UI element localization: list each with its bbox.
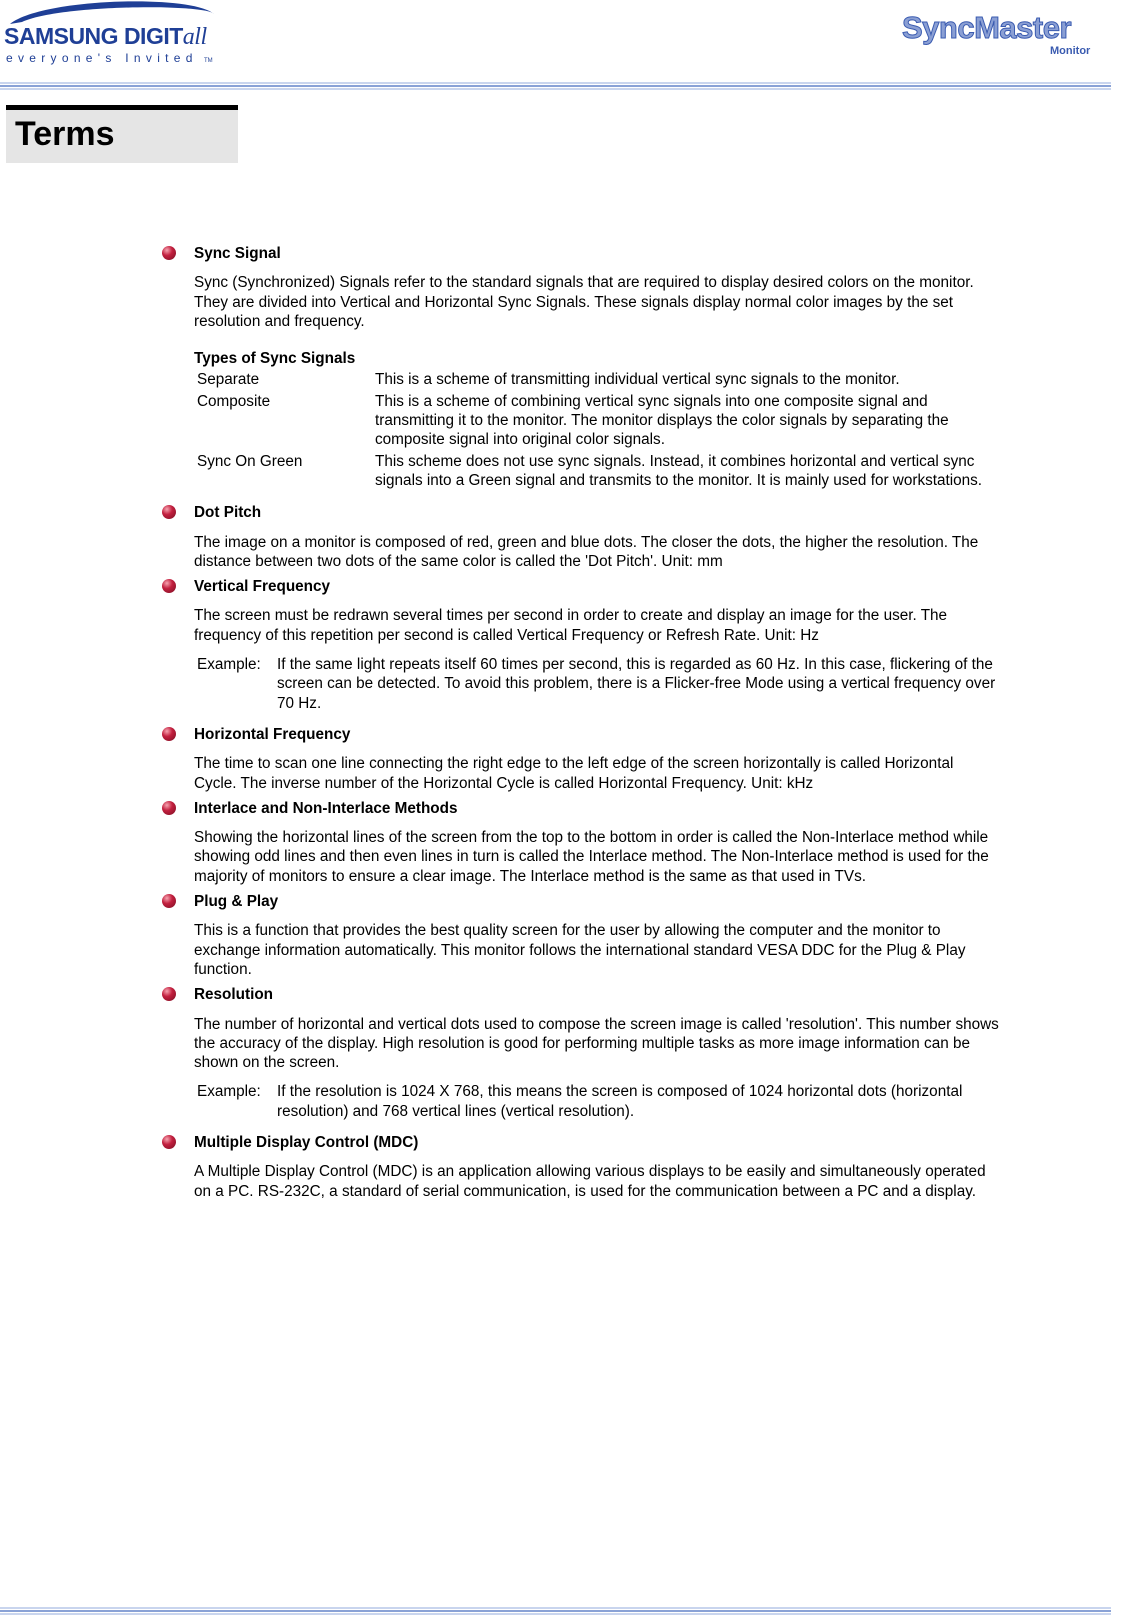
example-note [197, 655, 1000, 713]
terms-list [160, 244, 1000, 1207]
table-row [194, 369, 1000, 390]
type-name: Composite [197, 392, 271, 410]
footer-rule [0, 1607, 1111, 1617]
term-description: A Multiple Display Control (MDC) is an application allowing various displays to be easily and simultaneously operated on a PC. RS-232C, a standard of serial communication, is used for the communication between a PC and a display. [194, 1163, 986, 1200]
term-title: Vertical Frequency [194, 578, 331, 596]
example-label: Example: [197, 1083, 261, 1101]
example-note [197, 1082, 1000, 1121]
example-label: Example: [197, 656, 261, 674]
bullet-icon [162, 801, 176, 815]
bullet-icon [162, 246, 176, 260]
bullet-icon [162, 987, 176, 1001]
term-sync-signal [160, 244, 1000, 491]
term-description: Sync (Synchronized) Signals refer to the standard signals that are required to display desired colors on the monitor. They are divided into Vertical and Horizontal Sync Signals. These signals display normal color images by the set resolution and frequency. [194, 274, 974, 330]
type-description: This is a scheme of transmitting individual vertical sync signals to the monitor. [375, 371, 900, 389]
type-name: Sync On Green [197, 452, 303, 470]
bullet-icon [162, 1135, 176, 1149]
svg-text:Monitor: Monitor [1050, 45, 1091, 57]
term-description: The time to scan one line connecting the right edge to the left edge of the screen horizontally is called Horizontal Cycle. The inverse number of the Horizontal Cycle is called Horizontal Frequency. Unit: kHz [194, 755, 954, 792]
term-dot-pitch [160, 503, 1000, 571]
type-name: Separate [197, 371, 260, 389]
subheading: Types of Sync Signals [194, 350, 356, 368]
svg-text:TM: TM [204, 58, 213, 64]
term-title: Horizontal Frequency [194, 725, 351, 743]
term-title: Interlace and Non-Interlace Methods [194, 799, 458, 817]
header-rule [0, 82, 1111, 92]
samsung-digitall-logo [2, 0, 222, 66]
bullet-icon [162, 579, 176, 593]
table-row [194, 391, 1000, 451]
term-vertical-frequency [160, 577, 1000, 713]
bullet-icon [162, 727, 176, 741]
term-title: Resolution [194, 986, 274, 1004]
term-description: The number of horizontal and vertical dots used to compose the screen image is called 'resolution'. This number shows the accuracy of the display. High resolution is good for performing multiple tasks as more image information can be shown on the screen. [194, 1015, 999, 1072]
term-title: Dot Pitch [194, 504, 262, 522]
term-horizontal-frequency [160, 725, 1000, 793]
example-text: If the resolution is 1024 X 768, this means the screen is composed of 1024 horizontal dots (horizontal resolution) and 768 vertical lines (vertical resolution). [277, 1083, 963, 1120]
term-description: The screen must be redrawn several times per second in order to create and display an image for the user. The frequency of this repetition per second is called Vertical Frequency or Refresh Rate. Unit: Hz [194, 607, 948, 644]
term-interlace [160, 799, 1000, 886]
page-title-box [6, 105, 238, 163]
svg-text:SAMSUNG DIGITall: SAMSUNG DIGITall [4, 23, 207, 50]
svg-text:everyone's Invited: everyone's Invited [6, 51, 198, 65]
term-title: Plug & Play [194, 893, 279, 911]
sync-types-table [194, 369, 1000, 491]
table-row [194, 451, 1000, 492]
term-resolution [160, 985, 1000, 1121]
term-title: Sync Signal [194, 245, 281, 262]
type-description: This is a scheme of combining vertical sync signals into one composite signal and transmitting it to the monitor. The monitor displays the color signals by separating the composite signal into original color signals. [375, 392, 949, 449]
type-description: This scheme does not use sync signals. Instead, it combines horizontal and vertical sync signals into a Green signal and transmits to the monitor. It is mainly used for workstations. [375, 452, 983, 489]
term-description: Showing the horizontal lines of the screen from the top to the bottom in order is called the Non-Interlace method while showing odd lines and then even lines in turn is called the Interlace method. The Non-Interlace method is used for the majority of monitors to ensure a clear image. The Interlace method is the same as that used in TVs. [194, 829, 989, 885]
term-description: The image on a monitor is composed of red, green and blue dots. The closer the dots, the higher the resolution. The distance between two dots of the same color is called the 'Dot Pitch'. Unit: mm [194, 533, 979, 570]
bullet-icon [162, 505, 176, 519]
term-title: Multiple Display Control (MDC) [194, 1133, 419, 1151]
example-text: If the same light repeats itself 60 times per second, this is regarded as 60 Hz. In this case, flickering of the screen can be detected. To avoid this problem, there is a Flicker-free Mode using a vertical frequency over 70 Hz. [277, 656, 996, 712]
bullet-icon [162, 894, 176, 908]
svg-text:SyncMaster: SyncMaster [902, 10, 1072, 45]
term-mdc [160, 1133, 1000, 1201]
term-plug-and-play [160, 892, 1000, 979]
page-title: Terms [15, 115, 115, 153]
term-description: This is a function that provides the best quality screen for the user by allowing the computer and the monitor to exchange information automatically. This monitor follows the international standard VESA DDC for the Plug & Play function. [194, 922, 966, 978]
syncmaster-monitor-logo [900, 6, 1105, 58]
